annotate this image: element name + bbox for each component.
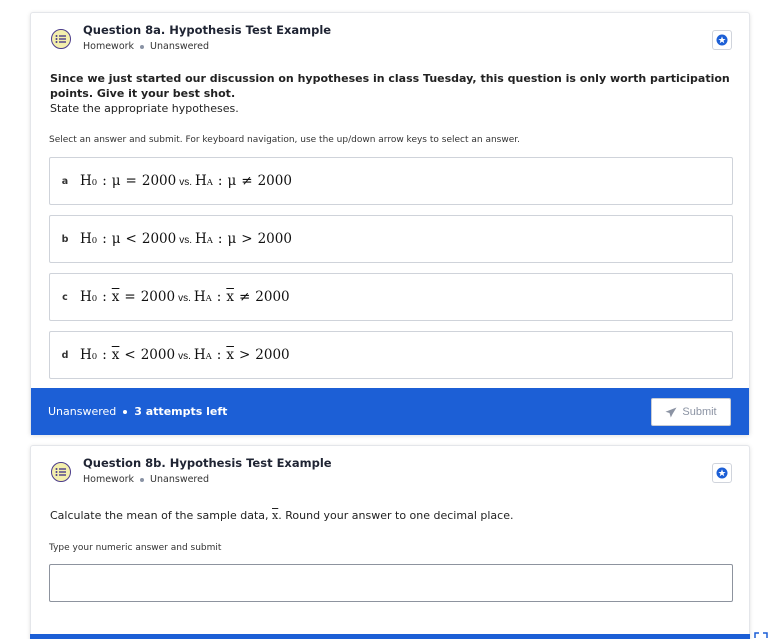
question-8b-card — [30, 445, 750, 639]
answer-instructions: Select an answer and submit. For keyboard navigation, use the up/down arrow keys to select an answer. — [49, 135, 520, 145]
option-letter: c — [62, 291, 68, 303]
option-math: H 0 : μ < 2000 vs. H A : μ > 2000 — [80, 231, 292, 247]
separator-dot — [140, 45, 144, 49]
answer-option-a[interactable] — [49, 157, 733, 205]
question-prompt: Calculate the mean of the sample data, $\overline{x}$. Round your answer to one decimal place. — [50, 509, 514, 522]
option-letter: d — [61, 349, 69, 361]
question-8a-card — [30, 12, 750, 435]
option-letter: b — [61, 233, 69, 245]
option-math: H 0 : $\overline{x}$ = 2000 vs. H A : $\overline{x}$ ≠ 2000 — [80, 289, 290, 305]
question-meta — [83, 41, 209, 52]
next-card-status-bar — [30, 634, 750, 639]
question-category: Homework — [83, 41, 135, 52]
option-math: H 0 : μ = 2000 vs. H A : μ ≠ 2000 — [80, 173, 292, 189]
separator-dot — [140, 478, 144, 482]
option-letter: a — [61, 175, 69, 187]
answer-option-b[interactable] — [49, 215, 733, 263]
bookmark-star-icon — [716, 467, 728, 479]
answer-option-c[interactable] — [49, 273, 733, 321]
submit-button[interactable] — [651, 398, 731, 426]
numeric-answer-input[interactable] — [49, 564, 733, 602]
question-title: Question 8b. Hypothesis Test Example — [83, 456, 332, 470]
question-meta — [83, 474, 209, 485]
question-status: Unanswered — [150, 474, 209, 485]
bookmark-button[interactable] — [712, 30, 732, 50]
option-math: H 0 : $\overline{x}$ < 2000 vs. H A : $\overline{x}$ > 2000 — [80, 347, 290, 363]
question-status: Unanswered — [150, 41, 209, 52]
submission-status-bar — [31, 388, 749, 435]
answer-option-d[interactable] — [49, 331, 733, 379]
separator-dot — [123, 410, 127, 414]
paper-plane-icon — [665, 407, 677, 418]
answer-instructions: Type your numeric answer and submit — [49, 543, 222, 553]
question-title: Question 8a. Hypothesis Test Example — [83, 23, 332, 37]
question-category: Homework — [83, 474, 135, 485]
bookmark-star-icon — [716, 34, 728, 46]
attempts-left: 3 attempts left — [134, 405, 228, 418]
question-list-icon — [51, 462, 71, 482]
submit-label: Submit — [682, 406, 717, 418]
submission-status: Unanswered — [48, 405, 117, 418]
expand-icon[interactable] — [754, 630, 768, 639]
question-list-icon — [51, 29, 71, 49]
question-prompt — [50, 71, 730, 116]
prompt-bold-text: Since we just started our discussion on hypotheses in class Tuesday, this question is only worth participation points. Give it your best shot. — [50, 72, 730, 100]
prompt-text: State the appropriate hypotheses. — [50, 102, 239, 115]
bookmark-button[interactable] — [712, 463, 732, 483]
